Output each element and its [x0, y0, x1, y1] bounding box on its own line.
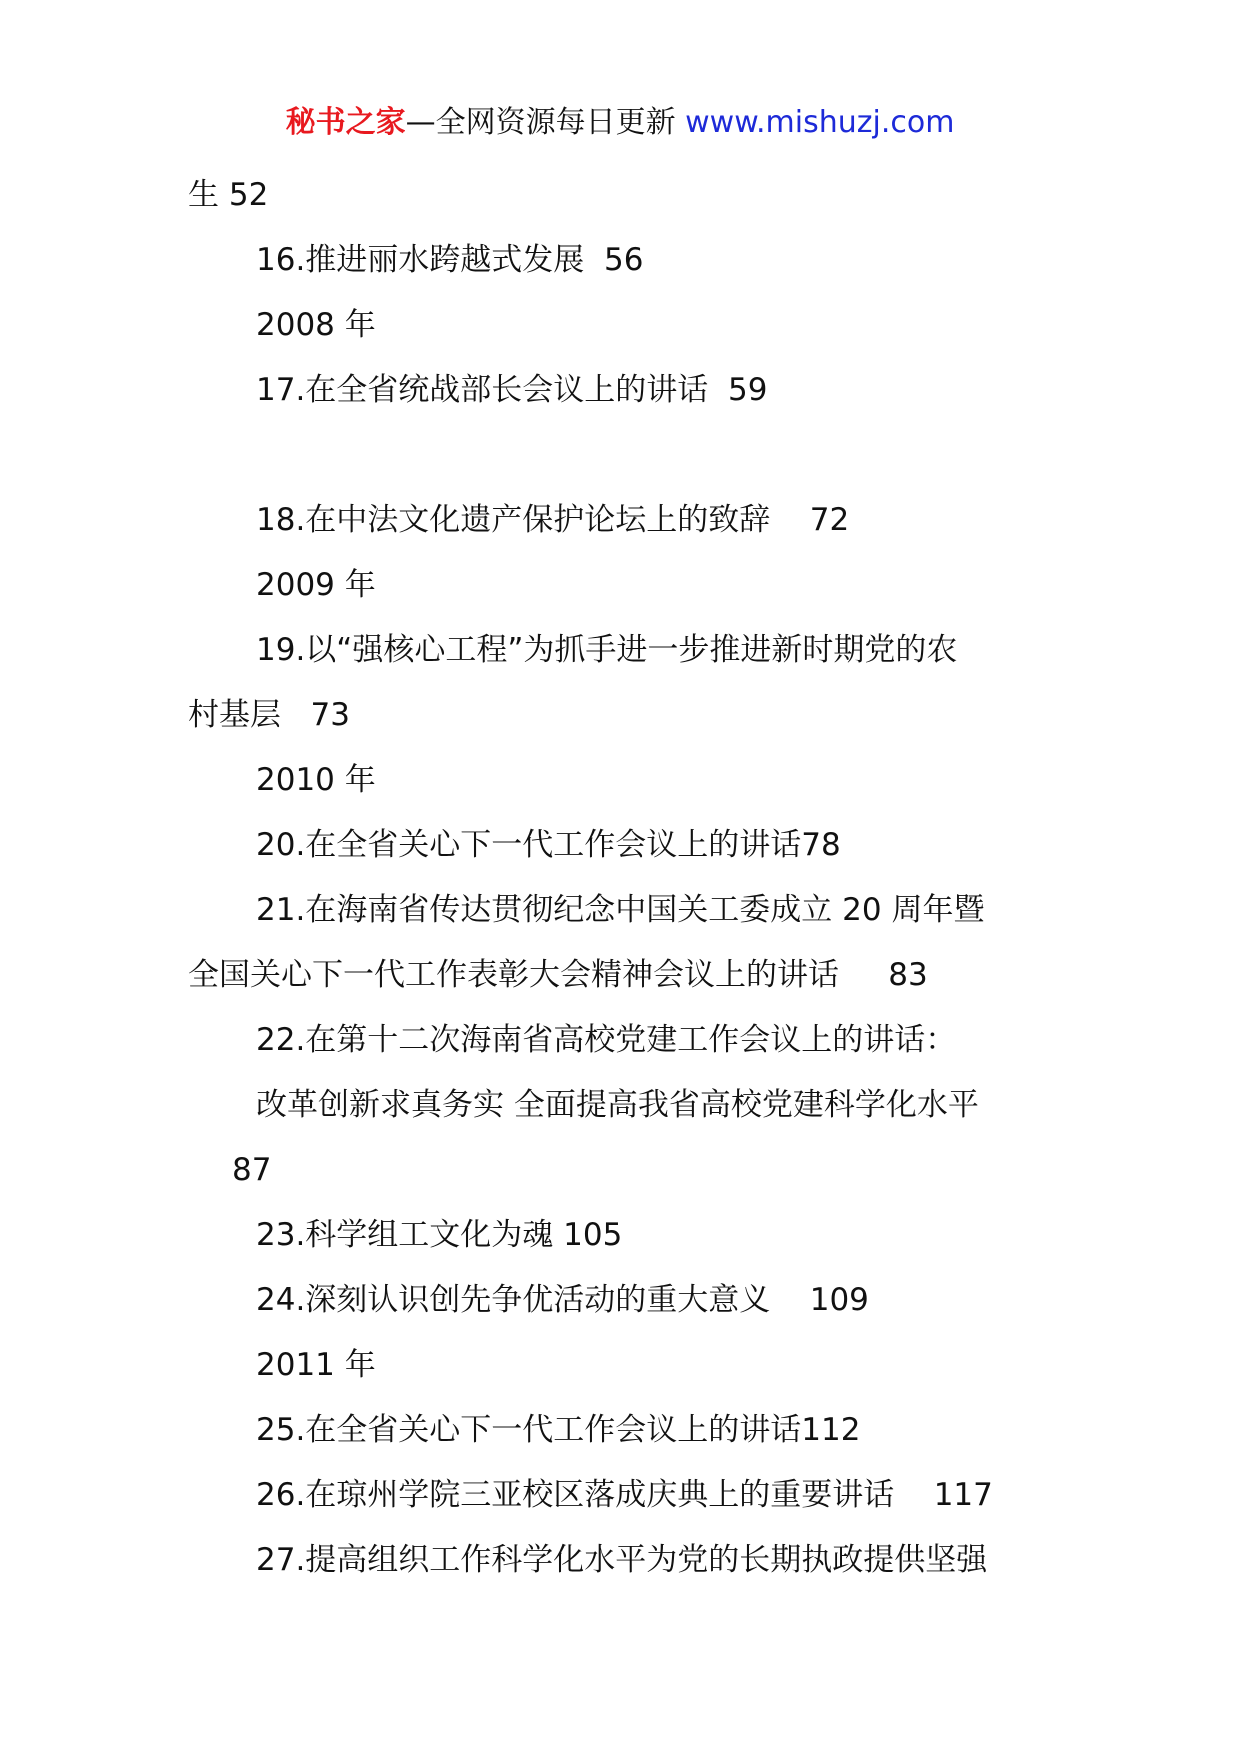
site-slogan: —全网资源每日更新 — [405, 105, 686, 140]
toc-entry-21-continued: 全国关心下一代工作表彰大会精神会议上的讲话 83 — [188, 957, 928, 993]
toc-entry-27: 27.提高组织工作科学化水平为党的长期执政提供坚强 — [256, 1542, 988, 1578]
toc-entry-19: 19.以“强核心工程”为抓手进一步推进新时期党的农 — [256, 632, 958, 668]
toc-entry-23: 23.科学组工文化为魂 105 — [256, 1217, 623, 1253]
toc-year-2010: 2010 年 — [256, 762, 376, 798]
toc-entry-25: 25.在全省关心下一代工作会议上的讲话112 — [256, 1412, 861, 1448]
toc-line-continuation: 生 52 — [188, 177, 269, 213]
table-of-contents — [188, 163, 1068, 1593]
toc-entry-26: 26.在琼州学院三亚校区落成庆典上的重要讲话 117 — [256, 1477, 993, 1513]
toc-year-2008: 2008 年 — [256, 307, 376, 343]
toc-year-2009: 2009 年 — [256, 567, 376, 603]
toc-entry-18: 18.在中法文化遗产保护论坛上的致辞 72 — [256, 502, 850, 538]
toc-entry-19-continued: 村基层 73 — [188, 697, 351, 733]
toc-entry-24: 24.深刻认识创先争优活动的重大意义 109 — [256, 1282, 869, 1318]
toc-entry-22-page: 87 — [232, 1152, 272, 1188]
toc-entry-22-subtitle: 改革创新求真务实 全面提高我省高校党建科学化水平 — [256, 1087, 979, 1123]
toc-entry-22: 22.在第十二次海南省高校党建工作会议上的讲话： — [256, 1022, 957, 1058]
toc-year-2011: 2011 年 — [256, 1347, 376, 1383]
toc-entry-20: 20.在全省关心下一代工作会议上的讲话78 — [256, 827, 841, 863]
site-brand: 秘书之家 — [285, 105, 406, 140]
site-url-link[interactable]: www.mishuzj.com — [685, 105, 955, 140]
toc-entry-17: 17.在全省统战部长会议上的讲话 59 — [256, 372, 768, 408]
toc-blank-line — [188, 423, 1068, 488]
toc-entry-16: 16.推进丽水跨越式发展 56 — [256, 242, 644, 278]
page-header — [0, 100, 1240, 146]
toc-entry-21: 21.在海南省传达贯彻纪念中国关工委成立 20 周年暨 — [256, 892, 985, 928]
